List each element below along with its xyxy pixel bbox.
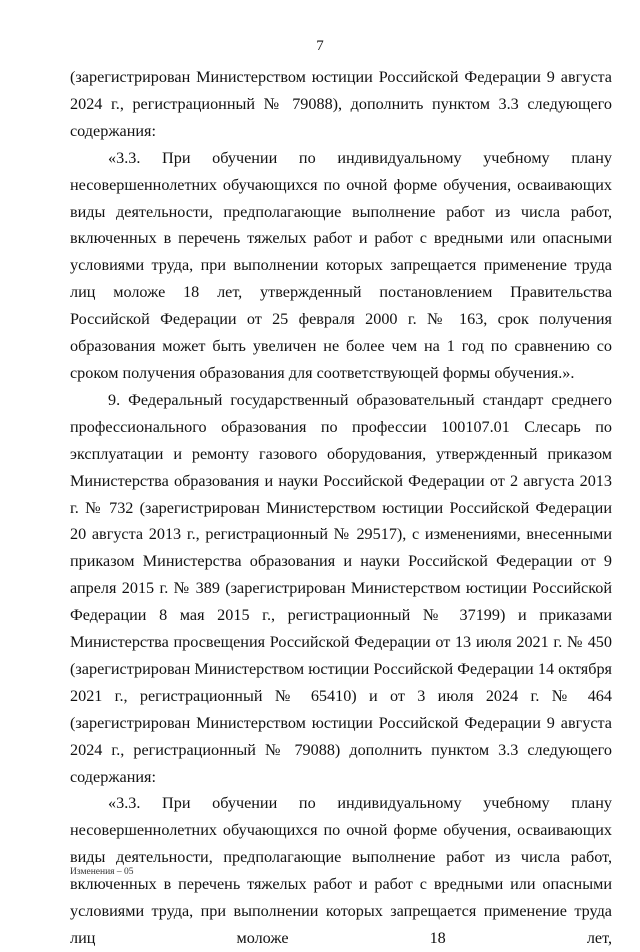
document-body xyxy=(70,64,612,952)
paragraph-clause-3-3-repeat: «3.3. При обучении по индивидуальному учебному плану несовершеннолетних обучающихся по очной форме обучения, осваивающих виды деятельности, предполагающие выполнение работ из числа работ, включенных в перечень тяжелых работ и работ с вредными или опасными условиями труда, при выполнении которых запрещается применение труда лиц моложе 18 лет, xyxy=(70,794,612,947)
paragraph-item-9: 9. Федеральный государственный образовательный стандарт среднего профессионального образования по профессии 100107.01 Слесарь по эксплуатации и ремонту газового оборудования, утвержденный приказом Министерства образования и науки Российской Федерации от 2 августа 2013 г. № 732 (зарегистрирован Министерством юстиции Российской Федерации 20 августа 2013 г., регистрационный № 29517), с изменениями, внесенными приказом Министерства образования и науки Российской Федерации от 9 апреля 2015 г. № 389 (зарегистрирован Министерством юстиции Российской Федерации 8 мая 2015 г., регистрационный № 37199) и приказами Министерства просвещения Российской Федерации от 13 июля 2021 г. № 450 (зарегистрирован Министерством юстиции Российской Федерации 14 октября 2021 г., регистрационный № 65410) и от 3 июля 2024 г. № 464 (зарегистрирован Министерством юстиции Российской Федерации 9 августа 2024 г., регистрационный № 79088) дополнить пунктом 3.3 следующего содержания: xyxy=(70,390,612,786)
page-footer: Изменения – 05 xyxy=(70,867,134,877)
paragraph-clause-3-3: «3.3. При обучении по индивидуальному учебному плану несовершеннолетних обучающихся по очной форме обучения, осваивающих виды деятельности, предполагающие выполнение работ из числа работ, включенных в перечень тяжелых работ и работ с вредными или опасными условиями труда, при выполнении которых запрещается применение труда лиц моложе 18 лет, утвержденный постановлением Правительства Российской Федерации от 25 февраля 2000 г. № 163, срок получения образования может быть увеличен не более чем на 1 год по сравнению со сроком получения образования для соответствующей формы обучения.». xyxy=(70,148,612,382)
paragraph-continuation: (зарегистрирован Министерством юстиции Российской Федерации 9 августа 2024 г., регистрационный № 79088), дополнить пунктом 3.3 следующего содержания: xyxy=(70,68,612,140)
page-number: 7 xyxy=(316,38,324,54)
